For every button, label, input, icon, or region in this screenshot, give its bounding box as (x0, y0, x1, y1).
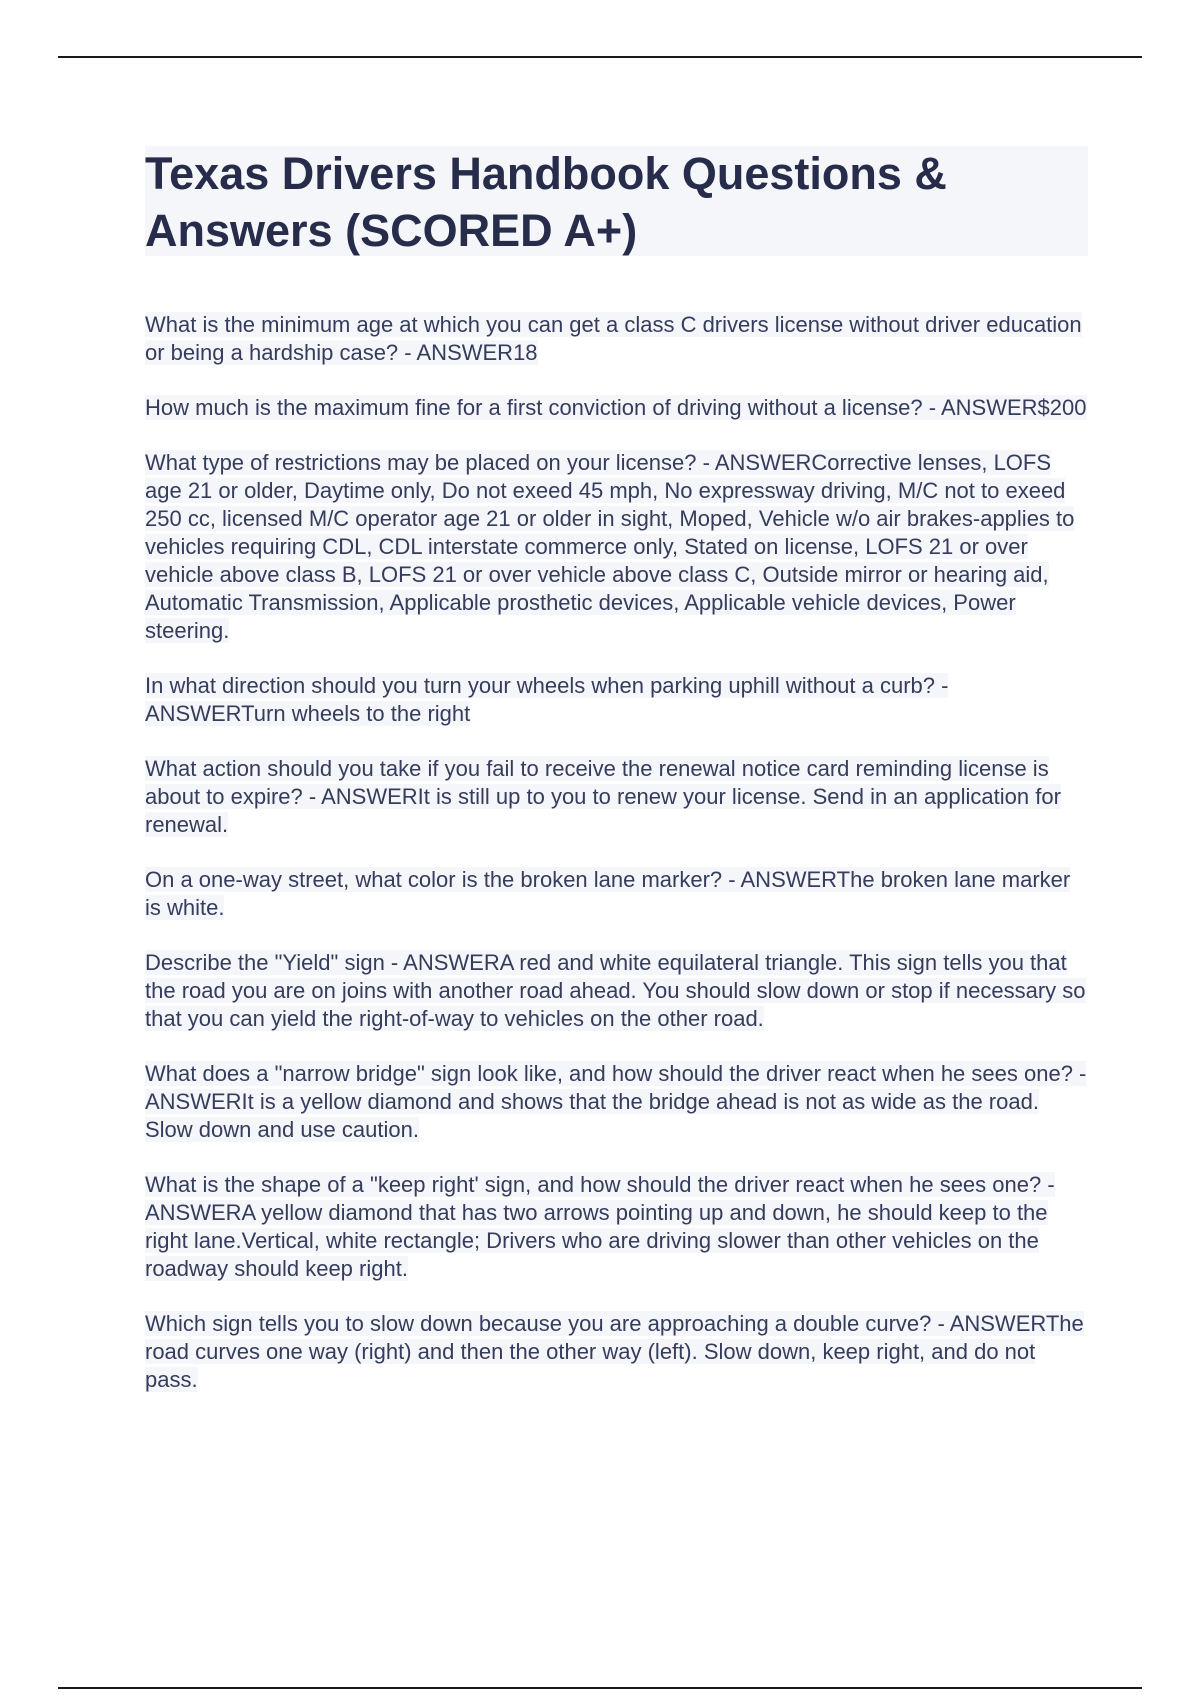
qa-text: What type of restrictions may be placed on your license? - ANSWERCorrective lenses, LOFS age 21 or older, Daytime only, Do not exeed 45 mph, No expressway driving, M/C not to exeed 250 cc, licensed M/C operator age 21 or older in sight, Moped, Vehicle w/o air brakes-applies to vehicles requiring CDL, CDL interstate commerce only, Stated on license, LOFS 21 or over vehicle above class B, LOFS 21 or over vehicle above class C, Outside mirror or hearing aid, Automatic Transmission, Applicable prosthetic devices, Applicable vehicle devices, Power steering. (145, 450, 1075, 643)
qa-item-5 (145, 755, 1090, 839)
qa-item-1 (145, 311, 1090, 367)
qa-item-9 (145, 1171, 1090, 1283)
qa-item-7 (145, 949, 1090, 1033)
qa-text: What is the shape of a "keep right' sign, and how should the driver react when he sees one? - ANSWERA yellow diamond that has two arrows pointing up and down, he should keep to the right lane.Vertical, white rectangle; Drivers who are driving slower than other vehicles on the roadway should keep right. (145, 1172, 1055, 1281)
qa-list (145, 311, 1090, 1421)
qa-text: Describe the "Yield" sign - ANSWERA red and white equilateral triangle. This sign tells you that the road you are on joins with another road ahead. You should slow down or stop if necessary so that you can yield the right-of-way to vehicles on the other road. (145, 950, 1086, 1031)
qa-text: In what direction should you turn your wheels when parking uphill without a curb? - ANSWERTurn wheels to the right (145, 673, 949, 726)
qa-text: What does a "narrow bridge" sign look like, and how should the driver react when he sees one? - ANSWERIt is a yellow diamond and shows that the bridge ahead is not as wide as the road. Slow down and use caution. (145, 1061, 1087, 1142)
qa-item-3 (145, 449, 1090, 645)
qa-item-2 (145, 394, 1090, 422)
qa-text: On a one-way street, what color is the broken lane marker? - ANSWERThe broken lane marker is white. (145, 867, 1071, 920)
qa-item-4 (145, 672, 1090, 728)
qa-text: Which sign tells you to slow down because you are approaching a double curve? - ANSWERThe road curves one way (right) and then the other way (left). Slow down, keep right, and do not pass. (145, 1311, 1084, 1392)
document-title: Texas Drivers Handbook Questions & Answers (SCORED A+) (145, 148, 947, 256)
qa-text: How much is the maximum fine for a first conviction of driving without a license? - ANSWER$200 (145, 395, 1087, 420)
header-rule (58, 56, 1142, 58)
qa-item-6 (145, 866, 1090, 922)
qa-text: What action should you take if you fail to receive the renewal notice card reminding license is about to expire? - ANSWERIt is still up to you to renew your license. Send in an application for renewal. (145, 756, 1061, 837)
footer-rule (58, 1687, 1142, 1689)
qa-item-8 (145, 1060, 1090, 1144)
qa-text: What is the minimum age at which you can get a class C drivers license without driver education or being a hardship case? - ANSWER18 (145, 312, 1082, 365)
qa-item-10 (145, 1310, 1090, 1394)
